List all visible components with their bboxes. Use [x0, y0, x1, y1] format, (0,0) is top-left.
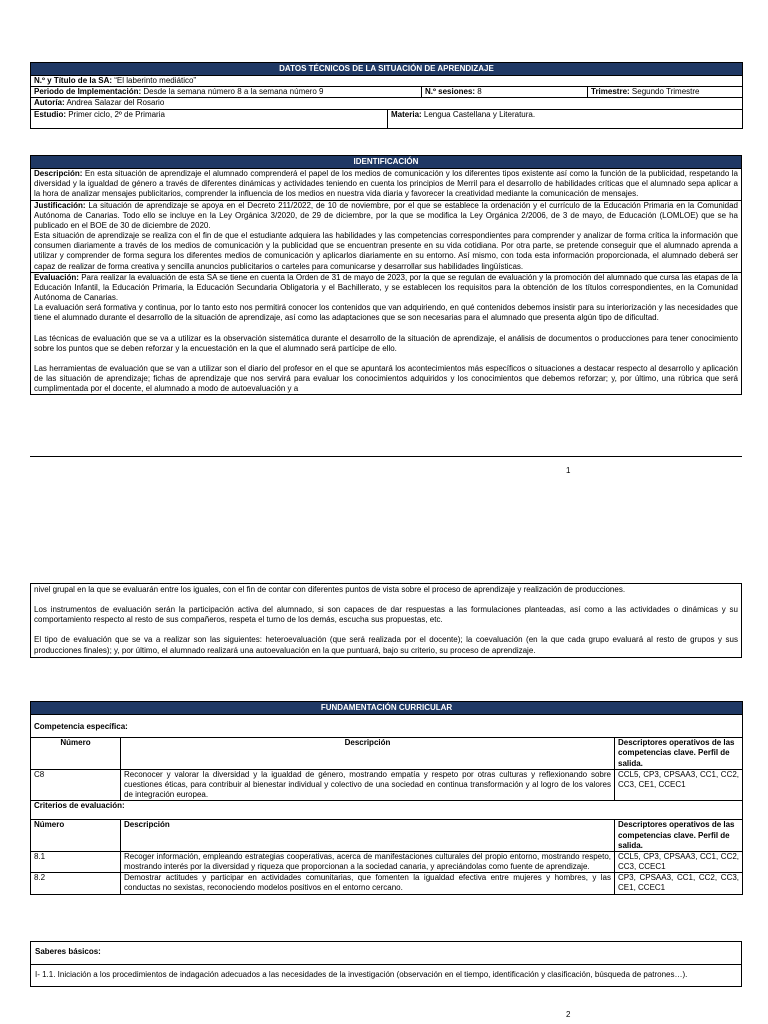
continuation-text-2: Los instrumentos de evaluación serán la participación activa del alumnado, si son capaces de dar respuestas a las formulaciones planteadas, así como a las actividades o dinámicas y su comportamiento respecto al resto de sus compañeros, respeta el turno de los demás, escucha sus propuestas, etc. — [34, 605, 738, 625]
fundamentacion-table — [30, 701, 742, 895]
table-row — [31, 769, 743, 800]
justificacion-label: Justificación: — [34, 200, 86, 210]
criterio-descripcion: Demostrar actitudes y participar en actividades comunitarias, que fomenten la igualdad efectiva entre mujeres y hombres, y las conductas no sexistas, reconociendo modelos positivos en el entorno cercano. — [121, 873, 615, 894]
identificacion-table — [30, 155, 742, 457]
continuation-text-3: El tipo de evaluación que se va a realizar son las siguientes: heteroevaluación (que será realizada por el docente); la coevaluación (en la que cada grupo evaluará al resto de grupos y sus producciones finales); y, por último, el alumnado realizará una autoevaluación en la que puntuará, bajo su criterio, su proceso de aprendizaje. — [34, 635, 738, 655]
criterios-col-descripcion: Descripción — [121, 820, 615, 851]
table-row — [31, 873, 743, 894]
page-number-1: 1 — [566, 466, 571, 475]
criterios-label: Criterios de evaluación: — [31, 801, 743, 820]
materia-label: Materia: — [391, 109, 422, 119]
descripcion-label: Descripción: — [34, 169, 83, 179]
criterio-descriptores: CCL5, CP3, CPSAA3, CC1, CC2, CC3, CCEC1 — [615, 851, 743, 872]
titulo-sa-row — [31, 76, 743, 87]
criterio-descripcion: Recoger información, empleando estrategias cooperativas, acerca de manifestaciones culturales del propio entorno, mostrando respeto, mostrando interés por la diversidad y riqueza que proporcionan a la sociedad canaria, y apreciándolas como fuente de aprendizaje. — [121, 851, 615, 872]
autoria-label: Autoría: — [34, 98, 65, 108]
evaluacion-text-4: Las herramientas de evaluación que se van a utilizar son el diario del profesor en el que se apuntará los acontecimientos más específicos o situaciones a destacar respecto al desarrollo y aplicación de las situación de aprendizaje; fichas de aprendizaje que nos servirá para evaluar los conocimientos adquiridos y los conocimientos que debemos reforzar; y, por último, una rúbrica que será cumplimentada por el docente, el alumnado a modo de autoevaluación y a — [34, 363, 738, 394]
autoria-value: Andrea Salazar del Rosario — [64, 98, 165, 108]
materia-value: Lengua Castellana y Literatura. — [421, 109, 536, 119]
evaluacion-text-1: Para realizar la evaluación de esta SA se tiene en cuenta la Orden de 31 de mayo de 2023, por la que se regulan de evaluación y la promoción del alumnado que cursa las etapas de la Educación Infantil, la Educación Primaria, la Educación Secundaria Obligatoria y el Bachillerato, y se establecen los requisitos para la obtención de los títulos correspondientes, en la Comunidad Autónoma de Canarias. — [34, 272, 738, 303]
table-row — [31, 851, 743, 872]
estudio-label: Estudio: — [34, 109, 66, 119]
col-numero-header: Número — [31, 738, 121, 769]
datos-tecnicos-table — [30, 62, 742, 129]
estudio-cell — [31, 109, 388, 128]
fundamentacion-header: FUNDAMENTACIÓN CURRICULAR — [31, 702, 743, 715]
sesiones-value: 8 — [475, 87, 482, 97]
evaluacion-continuation — [30, 583, 742, 658]
saberes-item: I- 1.1. Iniciación a los procedimientos de indagación adecuados a las necesidades de la investigación (observación en el tiempo, identificación y clasificación, búsqueda de patrones…). — [31, 965, 742, 987]
descripcion-cell — [31, 169, 742, 200]
trimestre-label: Trimestre: — [591, 87, 630, 97]
trimestre-value: Segundo Trimestre — [629, 87, 700, 97]
trimestre-cell — [588, 87, 743, 98]
justificacion-text-2: Esta situación de aprendizaje se realiza con el fin de que el estudiante adquiera las habilidades y las competencias correspondientes para comprender y analizar de forma crítica la información que consumen diariamente a través de los medios de comunicación y la publicidad que se encuentran presente en su vida cotidiana. Por otra parte, se pretende conseguir que el alumnado aprenda a utilizar y comprender de forma segura los diferentes medios de comunicación y aplicarlos diariamente en su entorno. Así mismo, con toda esta información proporcionada, el alumnado deberá ser capaz de realizar de forma creativa y sencilla anuncios publicitarios o carteles para comunicarse y desarrollar sus habilidades lingüísticas. — [34, 231, 738, 271]
estudio-value: Primer ciclo, 2º de Primaria — [66, 109, 165, 119]
periodo-cell — [31, 87, 422, 98]
competencia-descripcion: Reconocer y valorar la diversidad y la igualdad de género, mostrando empatía y respeto por otras culturas y reflexionando sobre cuestiones éticas, para contribuir al bienestar individual y colectivo de una sociedad en continua transformación y al logro de los valores de integración europea. — [121, 769, 615, 800]
evaluacion-text-2: La evaluación será formativa y continua, por lo tanto esto nos permitirá conocer los contenidos que van adquiriendo, en qué contenidos debemos insistir para su interiorización y las necesidades que tiene el alumnado durante el desarrollo de la situación de aprendizaje, así como las adaptaciones que se son necesarias para el alumnado que presenta algún tipo de dificultad. — [34, 303, 738, 323]
descripcion-text: En esta situación de aprendizaje el alumnado comprenderá el papel de los medios de comunicación y los diferentes tipos existente así como la función de la publicidad, respetando la diversidad y la igualdad de género a través de diferentes dinámicas y actividades teniendo en cuenta los principios de Merril para el desarrollo de habilidades críticas que el alumnado sepa aplicar a la hora de analizar mensajes publicitarios, comprender la influencia de los medios en nuestra vida diaria y favorecer la creatividad mediante la comunicación de mensajes. — [34, 169, 738, 199]
criterios-col-descriptores: Descriptores operativos de las competencias clave. Perfil de salida. — [615, 820, 743, 851]
autoria-row — [31, 98, 743, 109]
materia-cell — [388, 109, 743, 128]
col-descriptores-header: Descriptores operativos de las competencias clave. Perfil de salida. — [615, 738, 743, 769]
criterio-descriptores: CP3, CPSAA3, CC1, CC2, CC3, CE1, CCEC1 — [615, 873, 743, 894]
titulo-sa-label: N.º y Título de la SA: — [34, 76, 113, 86]
evaluacion-cell — [31, 272, 742, 395]
competencia-numero: C8 — [31, 769, 121, 800]
periodo-value: Desde la semana número 8 a la semana número 9 — [141, 87, 324, 97]
competencia-descriptores: CCL5, CP3, CPSAA3, CC1, CC2, CC3, CE1, CCEC1 — [615, 769, 743, 800]
page-number-2: 2 — [566, 1010, 571, 1019]
identificacion-header: IDENTIFICACIÓN — [31, 156, 742, 169]
evaluacion-label: Evaluación: — [34, 272, 79, 282]
sesiones-cell — [422, 87, 588, 98]
evaluacion-text-3: Las técnicas de evaluación que se va a utilizar es la observación sistemática durante el desarrollo de la situación de aprendizaje, el análisis de documentos o producciones para tener conocimiento sobre los puntos que se deben reforzar y la encuestación en la que el alumnado será partícipe de ello. — [34, 333, 738, 353]
continuation-cell — [31, 584, 742, 658]
criterio-numero: 8.2 — [31, 873, 121, 894]
criterios-col-numero: Número — [31, 820, 121, 851]
titulo-sa-value: “El laberinto mediático” — [112, 76, 197, 86]
saberes-table — [30, 941, 742, 987]
criterio-numero: 8.1 — [31, 851, 121, 872]
saberes-label: Saberes básicos: — [31, 942, 742, 965]
justificacion-text-1: La situación de aprendizaje se apoya en el Decreto 211/2022, de 10 de noviembre, por el que se establece la ordenación y el currículo de la Educación Primaria en la Comunidad Autónoma de Canarias. Todo ello se incluye en la Ley Orgánica 3/2020, de 29 de diciembre, por la que se modifica la Ley Orgánica 2/2006, de 3 de mayo, de Educación (LOMLOE) que se ha publicado en el BOE de 30 de diciembre de 2020. — [34, 200, 738, 230]
periodo-label: Periodo de Implementación: — [34, 87, 142, 97]
justificacion-cell — [31, 200, 742, 272]
datos-tecnicos-header: DATOS TÉCNICOS DE LA SITUACIÓN DE APRENDIZAJE — [31, 63, 743, 76]
col-descripcion-header: Descripción — [121, 738, 615, 769]
continuation-text-1: nivel grupal en la que se evaluarán entre los iguales, con el fin de contar con diferentes puntos de vista sobre el proceso de aprendizaje y realización de producciones. — [34, 585, 626, 594]
sesiones-label: N.º sesiones: — [425, 87, 476, 97]
competencia-label: Competencia específica: — [31, 715, 743, 738]
